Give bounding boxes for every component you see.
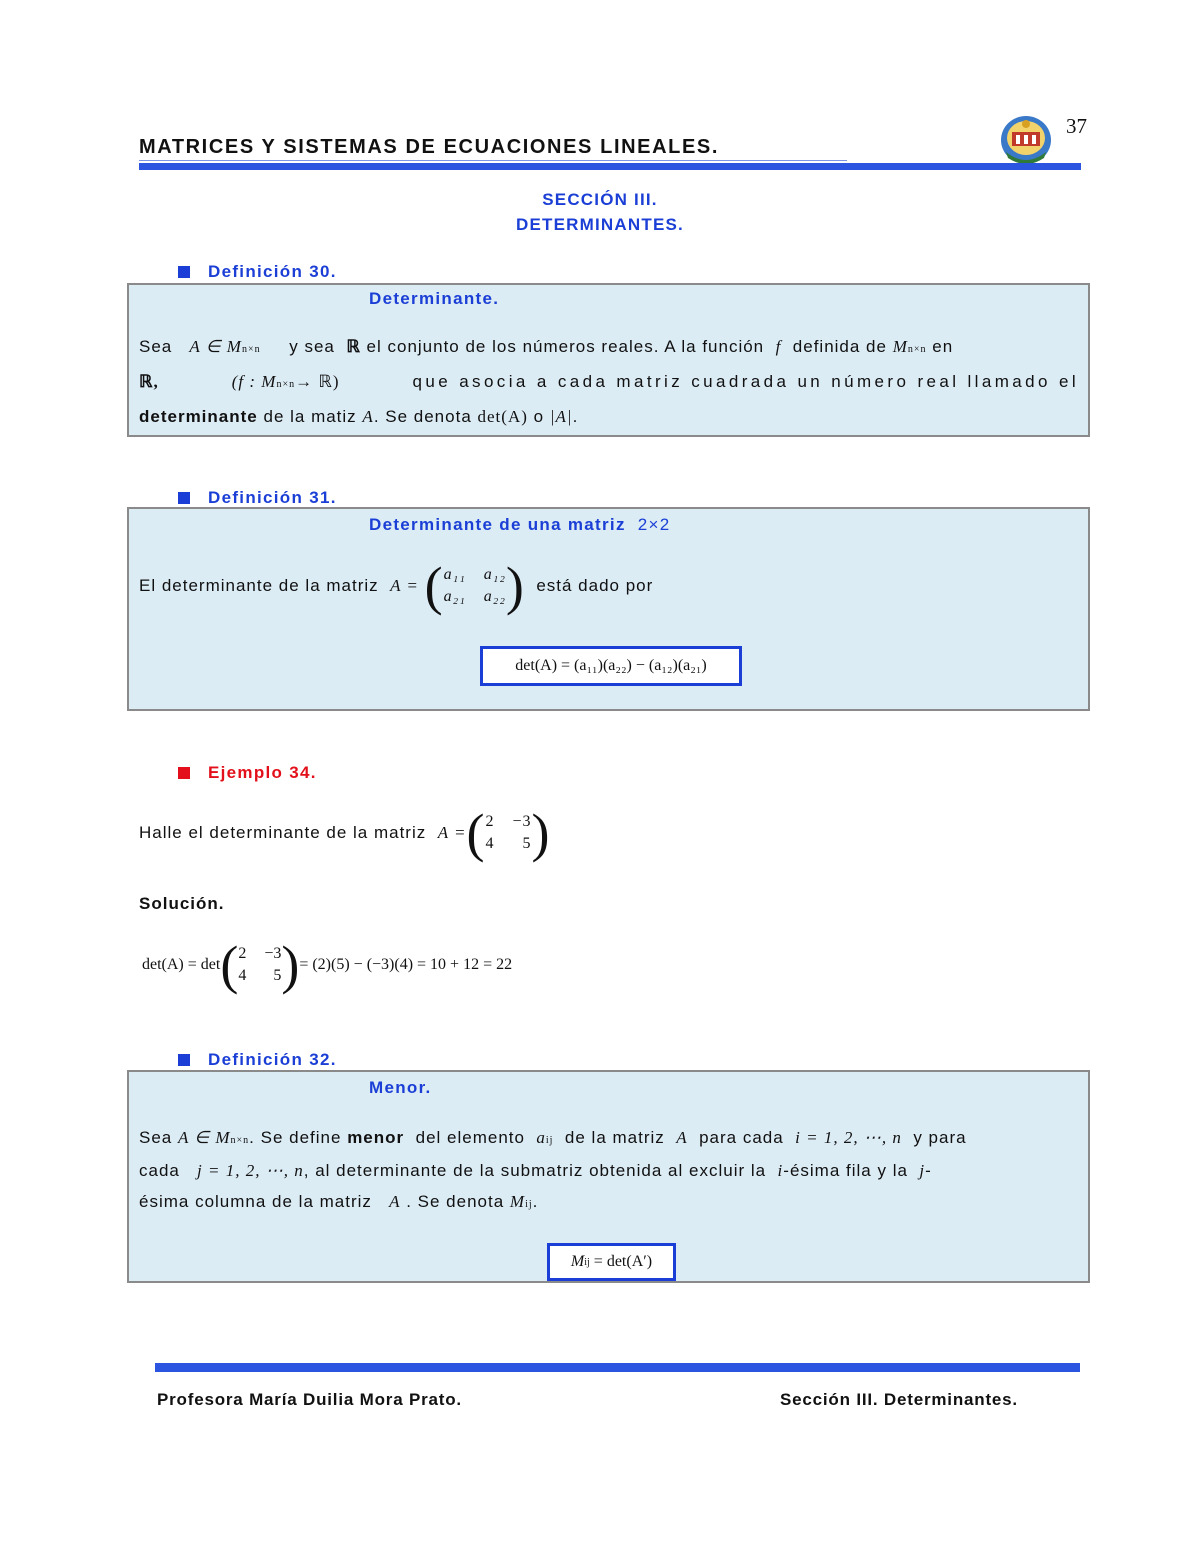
math-M: M xyxy=(509,1192,526,1211)
term-menor: menor xyxy=(347,1128,405,1147)
text: en xyxy=(932,337,954,356)
left-paren: ( xyxy=(424,556,444,616)
square-bullet-icon xyxy=(178,492,190,504)
definition-31-label xyxy=(178,488,337,508)
definition-30-label-text: Definición 30. xyxy=(208,262,337,281)
footer-rule xyxy=(155,1363,1080,1372)
example-34-statement xyxy=(139,803,551,863)
definition-32-formula xyxy=(547,1243,676,1281)
text: Sea xyxy=(139,337,173,356)
math-A: A xyxy=(362,407,374,426)
square-bullet-icon xyxy=(178,1054,190,1066)
definition-31-line-1 xyxy=(139,556,654,616)
math-detA: det(A) = det xyxy=(142,956,221,973)
math-map-end: → ℝ) xyxy=(295,372,340,391)
page-number: 37 xyxy=(1066,114,1087,138)
definition-30-line-1 xyxy=(139,337,1079,357)
math-sub-ij: ij xyxy=(525,1199,533,1210)
math-sub-nxn: n×n xyxy=(230,1135,250,1146)
text: Sea xyxy=(139,1128,173,1147)
math-result: = (2)(5) − (−3)(4) = 10 + 12 = 22 xyxy=(299,956,513,973)
math-sub-nxn: n×n xyxy=(241,344,261,355)
term-determinante: determinante xyxy=(139,407,258,426)
definition-30-title: Determinante. xyxy=(369,289,500,308)
math-A-in-M: A ∈ M xyxy=(189,337,242,356)
definition-30-box xyxy=(127,283,1090,437)
matrix-cell: a₁₂ xyxy=(483,566,506,583)
text: . Se denota xyxy=(373,407,472,426)
right-paren: ) xyxy=(505,556,525,616)
matrix-cell: −3 xyxy=(512,813,532,830)
math-A: A xyxy=(389,1192,401,1211)
text: del elemento xyxy=(415,1128,525,1147)
math-A: A xyxy=(676,1128,688,1147)
header-title: MATRICES Y SISTEMAS DE ECUACIONES LINEALES. xyxy=(139,136,719,158)
math-detA: det(A) xyxy=(477,407,528,426)
square-bullet-icon xyxy=(178,767,190,779)
definition-32-line-3 xyxy=(139,1192,1084,1212)
definition-31-title xyxy=(369,515,671,535)
text: Halle el determinante de la matriz xyxy=(139,823,427,842)
definition-30-line-2 xyxy=(139,372,1079,392)
definition-30-label xyxy=(178,262,337,282)
text: . xyxy=(532,1192,539,1211)
text: y sea xyxy=(289,337,335,356)
definition-31-title-text: Determinante de una matriz xyxy=(369,515,626,534)
example-34-label-text: Ejemplo 34. xyxy=(208,763,317,782)
text: o xyxy=(533,407,545,426)
formula-text: = det(A′) xyxy=(593,1253,653,1270)
math-i-range: i = 1, 2, ⋯, n xyxy=(795,1128,902,1147)
definition-31-title-size: 2×2 xyxy=(637,515,671,534)
definition-32-line-1 xyxy=(139,1128,1084,1148)
text: que asocia a cada matriz cuadrada un número real llamado el xyxy=(412,372,1079,391)
math-reals: ℝ xyxy=(346,337,361,356)
right-paren: ) xyxy=(281,935,300,995)
definition-32-line-2 xyxy=(139,1161,1084,1181)
definition-32-label-text: Definición 32. xyxy=(208,1050,337,1069)
right-paren: ) xyxy=(531,803,551,863)
matrix-cell: a₁₁ xyxy=(443,566,466,583)
math-A-eq: A = xyxy=(390,576,419,595)
header-rule xyxy=(139,163,1081,170)
matrix-2x2 xyxy=(485,813,531,853)
text: de la matriz xyxy=(564,1128,665,1147)
text: . Se define xyxy=(249,1128,342,1147)
math-sub-ij: ij xyxy=(584,1256,590,1268)
text: . Se denota xyxy=(406,1192,505,1211)
text: definida de xyxy=(792,337,887,356)
text: El determinante de la matriz xyxy=(139,576,379,595)
math-A-in-M: A ∈ M xyxy=(177,1128,231,1147)
definition-30-line-3 xyxy=(139,407,1079,427)
matrix-cell: 5 xyxy=(273,967,282,984)
matrix-cell: −3 xyxy=(264,945,282,962)
solution-label: Solución. xyxy=(139,894,225,913)
square-bullet-icon xyxy=(178,266,190,278)
math-sub-ij: ij xyxy=(545,1135,554,1146)
definition-32-label xyxy=(178,1050,337,1070)
example-34-label xyxy=(178,763,317,783)
math-sub-nxn: n×n xyxy=(907,344,927,355)
matrix-cell: 5 xyxy=(522,835,532,852)
math-a: a xyxy=(536,1128,546,1147)
matrix-cell: a₂₂ xyxy=(483,588,506,605)
matrix-2x2 xyxy=(444,566,506,606)
definition-32-title: Menor. xyxy=(369,1078,432,1097)
footer-author: Profesora María Duilia Mora Prato. xyxy=(157,1390,462,1409)
section-title: SECCIÓN III. xyxy=(542,190,658,209)
header-thin-rule xyxy=(139,160,847,161)
text: -ésima fila y la xyxy=(783,1161,908,1180)
text: de la matiz xyxy=(263,407,357,426)
definition-31-formula xyxy=(480,646,742,686)
definition-31-box xyxy=(127,507,1090,711)
matrix-cell: 2 xyxy=(238,945,247,962)
text: para cada xyxy=(699,1128,784,1147)
matrix-2x2 xyxy=(238,945,281,985)
math-sub-nxn: n×n xyxy=(276,379,296,390)
matrix-cell: 4 xyxy=(238,967,247,984)
text: cada xyxy=(139,1161,180,1180)
math-reals: ℝ, xyxy=(139,372,159,391)
university-emblem-icon xyxy=(998,112,1054,168)
left-paren: ( xyxy=(220,935,239,995)
matrix-cell: 2 xyxy=(485,813,495,830)
math-j-range: j = 1, 2, ⋯, n xyxy=(197,1161,304,1180)
math-A-eq: A = xyxy=(437,823,467,842)
matrix-cell: a₂₁ xyxy=(443,588,466,605)
solution-formula xyxy=(142,935,513,995)
math-M: M xyxy=(892,337,908,356)
math-f: f xyxy=(775,337,782,356)
text: - xyxy=(925,1161,932,1180)
math-j: j xyxy=(919,1161,926,1180)
math-map: (f : M xyxy=(231,372,277,391)
math-i: i xyxy=(777,1161,784,1180)
text: ésima columna de la matriz xyxy=(139,1192,372,1211)
text: el conjunto de los números reales. A la función xyxy=(366,337,765,356)
section-subtitle: DETERMINANTES. xyxy=(516,215,684,234)
footer-section: Sección III. Determinantes. xyxy=(780,1390,1018,1409)
math-M: M xyxy=(570,1253,585,1270)
matrix-cell: 4 xyxy=(485,835,495,852)
left-paren: ( xyxy=(466,803,486,863)
math-absA: |A| xyxy=(549,407,573,426)
text: . xyxy=(572,407,579,426)
text: y para xyxy=(913,1128,967,1147)
text: está dado por xyxy=(536,576,654,595)
definition-32-box xyxy=(127,1070,1090,1283)
definition-31-label-text: Definición 31. xyxy=(208,488,337,507)
formula-text: det(A) = (a₁₁)(a₂₂) − (a₁₂)(a₂₁) xyxy=(515,657,707,674)
text: , al determinante de la submatriz obtenida al excluir la xyxy=(303,1161,767,1180)
